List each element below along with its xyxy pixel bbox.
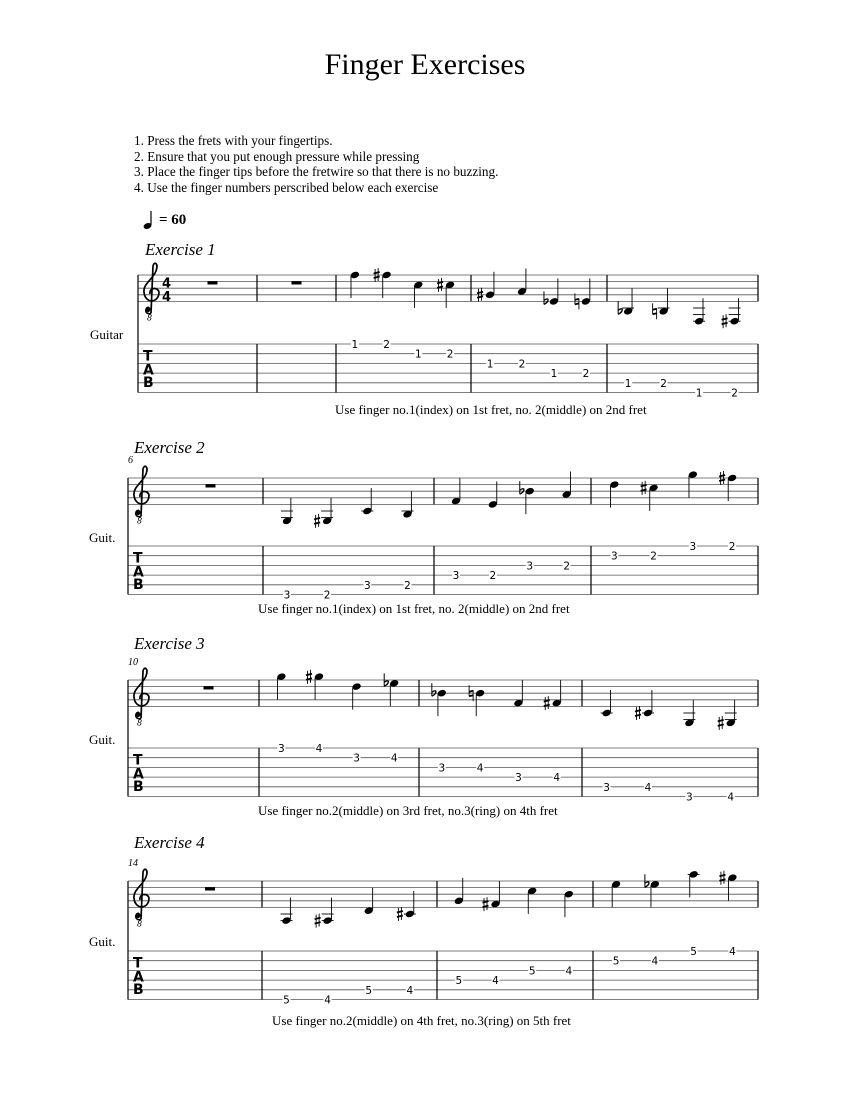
tab-fret-number: 4 bbox=[553, 772, 561, 785]
note bbox=[314, 498, 333, 528]
tab-fret-number: 3 bbox=[515, 772, 522, 785]
note bbox=[609, 480, 619, 507]
sharp-icon bbox=[641, 481, 647, 495]
note bbox=[351, 682, 361, 709]
note bbox=[513, 680, 523, 707]
tab-fret-number: 3 bbox=[611, 550, 618, 563]
sharp-icon bbox=[315, 914, 321, 928]
note bbox=[306, 670, 324, 700]
octave-mark: 8 bbox=[136, 919, 143, 929]
finger-instruction-caption: Use finger no.1(index) on 1st fret, no. 2(middle) on 2nd fret bbox=[335, 402, 647, 417]
measure bbox=[208, 281, 218, 284]
note bbox=[384, 673, 399, 706]
tab-fret-number: 2 bbox=[582, 368, 590, 381]
tab-fret-number: 5 bbox=[528, 965, 536, 978]
tab-fret-number: 5 bbox=[690, 946, 697, 958]
tab-fret-number: 3 bbox=[452, 570, 460, 583]
instrument-label: Guit. bbox=[89, 732, 116, 747]
time-signature-top: 4 bbox=[162, 276, 172, 292]
bar-number: 6 bbox=[128, 455, 133, 466]
note bbox=[276, 672, 286, 699]
sharp-icon bbox=[483, 897, 489, 911]
tab-clef-letter: A bbox=[133, 969, 144, 986]
note bbox=[401, 491, 413, 518]
tab-fret-number: 4 bbox=[565, 965, 573, 978]
note bbox=[451, 478, 461, 505]
octave-mark: 8 bbox=[136, 516, 143, 526]
note bbox=[544, 680, 562, 710]
tab-fret-number: 2 bbox=[660, 377, 667, 390]
tab-clef-letter: B bbox=[143, 374, 154, 391]
instruction-item: 4. Use the finger numbers perscribed below each exercise bbox=[134, 179, 439, 195]
note bbox=[527, 887, 537, 914]
instruction-item: 1. Press the frets with your fingertips. bbox=[134, 133, 333, 148]
whole-rest-icon bbox=[292, 281, 302, 284]
exercise-title: Exercise 4 bbox=[134, 833, 205, 852]
note bbox=[718, 700, 737, 730]
sharp-icon bbox=[722, 314, 728, 328]
whole-rest-icon bbox=[205, 887, 215, 890]
note bbox=[477, 272, 495, 302]
tab-fret-number: 2 bbox=[383, 339, 390, 351]
tab-fret-number: 3 bbox=[603, 781, 610, 794]
staff-system-2 bbox=[128, 466, 758, 601]
measure bbox=[205, 887, 215, 890]
instrument-label: Guit. bbox=[89, 934, 116, 949]
tab-fret-number: 3 bbox=[526, 560, 534, 573]
measure bbox=[292, 281, 302, 284]
tab-fret-number: 5 bbox=[365, 984, 373, 997]
tab-fret-number: 5 bbox=[455, 975, 463, 988]
measure bbox=[206, 484, 216, 487]
natural-icon bbox=[653, 303, 657, 319]
note bbox=[722, 298, 741, 328]
instrument-label: Guitar bbox=[90, 327, 124, 342]
note bbox=[635, 690, 654, 720]
tab-fret-number: 2 bbox=[489, 570, 497, 583]
note bbox=[437, 278, 455, 308]
staff-system-1 bbox=[138, 263, 758, 399]
finger-instruction-caption: Use finger no.1(index) on 1st fret, no. 2(middle) on 2nd fret bbox=[258, 601, 570, 616]
tab-fret-number: 2 bbox=[404, 579, 411, 592]
staff-system-4 bbox=[128, 869, 758, 1006]
whole-rest-icon bbox=[204, 686, 214, 689]
tab-fret-number: 3 bbox=[353, 752, 360, 765]
measure bbox=[204, 686, 214, 689]
tab-fret-number: 3 bbox=[438, 762, 446, 775]
measure bbox=[281, 888, 416, 1007]
tab-fret-number: 4 bbox=[651, 955, 659, 968]
tab-fret-number: 4 bbox=[406, 984, 414, 997]
octave-mark: 8 bbox=[136, 718, 143, 728]
tab-fret-number: 1 bbox=[550, 368, 558, 381]
tab-clef-letter: T bbox=[133, 955, 143, 972]
tab-fret-number: 5 bbox=[283, 994, 290, 1007]
tab-fret-number: 2 bbox=[446, 348, 454, 361]
tab-fret-number: 3 bbox=[283, 589, 291, 602]
tab-clef-letter: B bbox=[133, 981, 144, 998]
note bbox=[454, 878, 464, 905]
score-title: Finger Exercises bbox=[324, 48, 526, 81]
note bbox=[562, 472, 572, 499]
note bbox=[374, 268, 392, 298]
finger-instruction-caption: Use finger no.2(middle) on 3rd fret, no.3(ring) on 4th fret bbox=[258, 803, 558, 818]
note bbox=[618, 288, 634, 315]
tab-fret-number: 4 bbox=[315, 743, 323, 755]
tab-fret-number: 5 bbox=[612, 955, 620, 968]
measure bbox=[432, 680, 562, 784]
tab-fret-number: 4 bbox=[390, 752, 398, 765]
staff-system-3 bbox=[128, 668, 758, 803]
note bbox=[719, 471, 737, 501]
whole-rest-icon bbox=[206, 484, 216, 487]
tab-clef-letter: B bbox=[133, 778, 144, 795]
sharp-icon bbox=[718, 716, 724, 730]
note bbox=[611, 880, 621, 907]
sharp-icon bbox=[719, 871, 725, 885]
tab-clef-letter: A bbox=[133, 766, 144, 783]
note bbox=[653, 288, 670, 319]
flat-icon bbox=[432, 683, 436, 696]
tab-fret-number: 4 bbox=[476, 762, 484, 775]
tab-clef-letter: A bbox=[133, 564, 144, 581]
note bbox=[575, 278, 591, 309]
tab-fret-number: 3 bbox=[278, 743, 285, 755]
sharp-icon bbox=[314, 514, 320, 528]
note bbox=[364, 888, 374, 915]
tab-fret-number: 2 bbox=[731, 387, 738, 400]
finger-instruction-caption: Use finger no.2(middle) on 4th fret, no.3(ring) on 5th fret bbox=[272, 1013, 571, 1028]
exercise-title: Exercise 3 bbox=[134, 634, 205, 653]
whole-rest-icon bbox=[208, 281, 218, 284]
note bbox=[281, 898, 293, 925]
flat-icon bbox=[544, 291, 548, 304]
tab-fret-number: 1 bbox=[351, 339, 359, 351]
tab-fret-number: 2 bbox=[563, 560, 571, 573]
measure bbox=[276, 670, 399, 765]
tab-clef-letter: T bbox=[133, 752, 143, 769]
tab-fret-number: 1 bbox=[624, 377, 632, 390]
tab-fret-number: 4 bbox=[729, 946, 736, 958]
note bbox=[469, 685, 485, 716]
tab-fret-number: 3 bbox=[686, 791, 693, 804]
tab-fret-number: 3 bbox=[363, 579, 371, 592]
tab-fret-number: 4 bbox=[644, 781, 652, 794]
note bbox=[693, 298, 705, 325]
bar-number: 10 bbox=[128, 657, 138, 668]
note bbox=[719, 871, 737, 901]
tab-clef-letter: B bbox=[133, 576, 144, 593]
note bbox=[517, 269, 527, 296]
tab-fret-number: 2 bbox=[518, 358, 526, 371]
tab-fret-number: 2 bbox=[323, 589, 331, 602]
note bbox=[483, 881, 501, 911]
tab-fret-number: 4 bbox=[324, 994, 331, 1007]
measure bbox=[611, 870, 738, 968]
tempo-value: = 60 bbox=[159, 211, 187, 228]
time-signature-bottom: 4 bbox=[162, 289, 172, 305]
note bbox=[413, 281, 423, 308]
tab-fret-number: 1 bbox=[486, 358, 494, 371]
tab-fret-number: 2 bbox=[650, 550, 657, 563]
tab-clef-letter: A bbox=[143, 362, 154, 379]
tab-fret-number: 1 bbox=[415, 348, 422, 361]
note bbox=[641, 481, 659, 511]
note bbox=[315, 898, 334, 928]
instruction-item: 2. Ensure that you put enough pressure while pressing bbox=[134, 148, 420, 164]
note bbox=[281, 498, 293, 525]
note bbox=[564, 890, 574, 917]
instrument-label: Guit. bbox=[89, 530, 116, 545]
exercise-title: Exercise 2 bbox=[134, 438, 205, 457]
note bbox=[361, 488, 373, 515]
note bbox=[397, 891, 416, 921]
note bbox=[350, 271, 360, 298]
tab-fret-number: 1 bbox=[695, 387, 703, 400]
tab-fret-number: 3 bbox=[689, 541, 697, 553]
note bbox=[688, 470, 698, 497]
exercise-title: Exercise 1 bbox=[145, 240, 216, 259]
sharp-icon bbox=[635, 706, 641, 720]
sharp-icon bbox=[544, 696, 550, 710]
flat-icon bbox=[618, 301, 622, 314]
note bbox=[488, 481, 498, 508]
sharp-icon bbox=[306, 670, 312, 684]
tab-clef-letter: T bbox=[133, 550, 143, 567]
instruction-item: 3. Place the finger tips before the fretwire so that there is no buzzing. bbox=[134, 164, 499, 180]
bar-number: 14 bbox=[128, 858, 138, 869]
note bbox=[688, 870, 700, 897]
octave-mark: 8 bbox=[146, 313, 153, 323]
tab-clef-letter: T bbox=[143, 348, 153, 365]
measure bbox=[609, 470, 737, 562]
tab-fret-number: 4 bbox=[727, 791, 735, 804]
tab-fret-number: 2 bbox=[728, 541, 736, 553]
tab-fret-number: 4 bbox=[492, 975, 499, 988]
note bbox=[645, 874, 660, 907]
sharp-icon bbox=[437, 278, 443, 292]
sharp-icon bbox=[397, 907, 403, 921]
flat-icon bbox=[520, 481, 524, 494]
note bbox=[683, 700, 695, 727]
note bbox=[601, 690, 613, 717]
